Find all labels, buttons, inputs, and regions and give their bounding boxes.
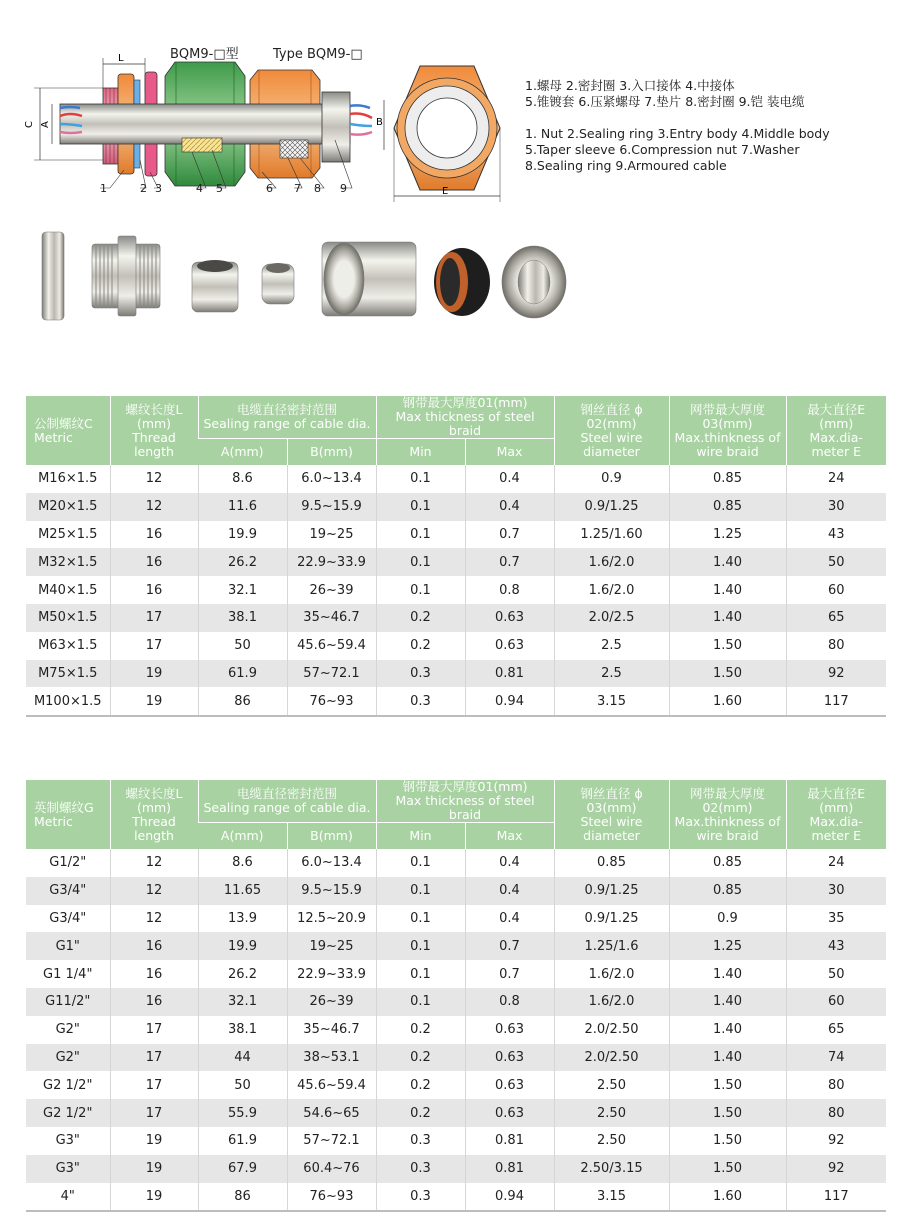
table-cell: 0.4 [465,849,554,877]
table-cell: 32.1 [198,576,287,604]
table-cell: 19 [110,1155,198,1183]
table-cell: 0.85 [669,465,786,493]
metric-thread-table [26,396,886,717]
table-cell: 17 [110,1044,198,1072]
photo-entry-body [92,236,160,316]
table-cell: 19.9 [198,932,287,960]
imperial-header-sealing: 电缆直径密封范围 Sealing range of cable dia. [198,780,376,823]
table-cell: 0.8 [465,988,554,1016]
table-cell: 0.94 [465,1183,554,1212]
table-cell: 0.7 [465,932,554,960]
table-cell: 30 [786,493,886,521]
table-cell: 2.5 [554,660,669,688]
table-cell: 9.5~15.9 [287,877,376,905]
metric-header-steel-wire: 钢丝直径 ϕ 02(mm) Steel wire diameter [554,396,669,465]
cable-gland-section-drawing [24,53,384,188]
table-cell: 117 [786,1183,886,1212]
table-cell: 0.3 [376,1127,465,1155]
table-cell: M20×1.5 [26,493,110,521]
dim-label-b: B [376,117,383,128]
imperial-header-thread: 英制螺纹G Metric [26,780,110,849]
table-cell: 0.85 [669,849,786,877]
table-cell: 1.40 [669,604,786,632]
parts-legend [525,78,830,174]
table-cell: 8.6 [198,465,287,493]
part-number-7: 7 [294,182,301,195]
dim-label-e: E [442,186,449,197]
table-cell: 45.6~59.4 [287,632,376,660]
table-row [26,988,886,1016]
imperial-header-steel-wire: 钢丝直径 ϕ 03(mm) Steel wire diameter [554,780,669,849]
table-cell: 50 [786,548,886,576]
table-cell: 0.9 [669,905,786,933]
table-cell: 92 [786,1127,886,1155]
imperial-header-min: Min [376,823,465,850]
metric-header-length: 螺纹长度L (mm) Thread length [110,396,198,465]
table-cell: G1" [26,932,110,960]
legend-cn-line-2: 5.锥镀套 6.压紧螺母 7.垫片 8.密封圈 9.铠 装电缆 [525,94,805,109]
table-cell: 12 [110,493,198,521]
dim-label-a: A [40,121,51,128]
table-cell: 74 [786,1044,886,1072]
table-cell: 60 [786,988,886,1016]
table-cell: 0.63 [465,1044,554,1072]
table-cell: 0.1 [376,932,465,960]
table-cell: 1.25 [669,521,786,549]
part-number-2: 2 [140,182,147,195]
table-row [26,493,886,521]
component-photos [42,232,566,320]
table-cell: 16 [110,960,198,988]
table-cell: 0.81 [465,660,554,688]
table-cell: 0.81 [465,1127,554,1155]
table-cell: 0.3 [376,1155,465,1183]
table-row [26,632,886,660]
part-number-6: 6 [266,182,273,195]
table-cell: 76~93 [287,687,376,716]
metric-header-steel-braid: 钢带最大厚度01(mm) Max thickness of steel braid [376,396,554,439]
table-cell: 38.1 [198,604,287,632]
table-cell: 16 [110,988,198,1016]
table-cell: 1.50 [669,1127,786,1155]
table-cell: 13.9 [198,905,287,933]
table-cell: G2 1/2" [43,1077,93,1093]
table-cell: 19 [110,1183,198,1212]
table-cell: 22.9~33.9 [287,548,376,576]
table-cell: 19 [110,687,198,716]
table-cell: 2.50 [554,1127,669,1155]
table-cell: G3" [55,1133,80,1149]
table-cell: 12 [110,877,198,905]
table-cell: 60 [786,576,886,604]
table-cell: 57~72.1 [287,1127,376,1155]
diagram-title-en: Type BQM9-□ [273,47,363,62]
table-cell: 0.8 [465,576,554,604]
table-cell: 1.60 [669,1183,786,1212]
table-cell: 80 [786,1071,886,1099]
table-row [26,905,886,933]
dim-label-c: C [24,121,35,128]
table-cell: 0.1 [376,988,465,1016]
table-cell: 4" [26,1183,110,1212]
table-cell: 50 [786,960,886,988]
table-cell: 60.4~76 [287,1155,376,1183]
photo-nut [42,232,64,320]
table-cell: 35~46.7 [287,1016,376,1044]
imperial-header-length: 螺纹长度L (mm) Thread length [110,780,198,849]
table-cell: M25×1.5 [38,526,98,542]
table-cell: 0.85 [669,877,786,905]
table-cell: 0.9/1.25 [554,877,669,905]
table-cell: 0.7 [465,960,554,988]
table-row [26,1155,886,1183]
table-cell: 0.63 [465,632,554,660]
photo-gland-nut [502,246,566,318]
table-cell: 80 [786,1099,886,1127]
table-cell: 0.4 [465,493,554,521]
table-cell: 1.40 [669,1044,786,1072]
table-cell: 1.40 [669,548,786,576]
table-cell: 11.6 [198,493,287,521]
legend-cn-line-1: 1.螺母 2.密封圈 3.入口接体 4.中接体 [525,78,735,93]
table-row [26,604,886,632]
table-cell: 0.3 [376,1183,465,1212]
table-cell: 26.2 [198,960,287,988]
table-cell: 1.50 [669,660,786,688]
product-illustration-area [0,0,900,395]
table-cell: 26~39 [287,988,376,1016]
metric-header-sealing: 电缆直径密封范围 Sealing range of cable dia. [198,396,376,439]
table-cell: 12.5~20.9 [287,905,376,933]
table-cell: 55.9 [198,1099,287,1127]
table-cell: 1.40 [669,1016,786,1044]
table-cell: 2.0/2.50 [554,1044,669,1072]
table-row [26,1099,886,1127]
metric-header-max-diameter: 最大直径E (mm) Max.dia- meter E [786,396,886,465]
table-cell: 0.4 [465,465,554,493]
table-cell: 0.7 [465,521,554,549]
table-cell: 1.40 [669,576,786,604]
table-cell: 19~25 [287,521,376,549]
table-cell: 2.0/2.5 [554,604,669,632]
table-cell: 0.63 [465,1071,554,1099]
table-cell: 67.9 [198,1155,287,1183]
table-cell: 0.1 [376,576,465,604]
table-cell: 26~39 [287,576,376,604]
table-cell: 80 [786,632,886,660]
part-number-8: 8 [314,182,321,195]
table-cell: 19~25 [287,932,376,960]
table-cell: 0.63 [465,1099,554,1127]
table-cell: 0.1 [376,465,465,493]
table-cell: 19 [110,660,198,688]
table-cell: 86 [198,1183,287,1212]
table-row [26,548,886,576]
table-cell: 0.2 [376,632,465,660]
table-cell: 12 [110,849,198,877]
hex-end-view-drawing [394,66,500,202]
table-row [26,1016,886,1044]
table-cell: 44 [198,1044,287,1072]
table-cell: 16 [110,932,198,960]
table-row [26,521,886,549]
table-cell: 24 [786,849,886,877]
legend-en-line-3: 8.Sealing ring 9.Armoured cable [525,158,727,173]
table-cell: 1.40 [669,988,786,1016]
table-row [26,849,886,877]
table-cell: M100×1.5 [26,687,110,716]
table-cell: 6.0~13.4 [287,465,376,493]
table-cell: 57~72.1 [287,660,376,688]
table-cell: 0.3 [376,687,465,716]
part-number-4: 4 [196,182,203,195]
part-number-5: 5 [216,182,223,195]
imperial-thread-table [26,780,886,1212]
table-cell: 0.1 [376,493,465,521]
table-cell: G3" [26,1155,110,1183]
table-cell: 0.1 [376,877,465,905]
table-cell: 26.2 [198,548,287,576]
table-cell: 61.9 [198,660,287,688]
table-cell: 2.50 [554,1071,669,1099]
table-cell: 12 [110,465,198,493]
table-cell: 16 [110,576,198,604]
table-cell: G2" [55,1022,80,1038]
table-cell: 24 [786,465,886,493]
table-cell: 0.63 [465,1016,554,1044]
table-cell: 6.0~13.4 [287,849,376,877]
table-cell: 0.63 [465,604,554,632]
table-cell: M75×1.5 [26,660,110,688]
metric-header-max: Max [465,439,554,466]
metric-header-b: B(mm) [287,439,376,466]
table-cell: 0.2 [376,1071,465,1099]
table-row [26,465,886,493]
table-row [26,960,886,988]
table-cell: 35 [786,905,886,933]
table-cell: M40×1.5 [38,582,98,598]
table-cell: 0.9 [554,465,669,493]
table-cell: G1/2" [49,855,87,871]
imperial-header-max-diameter: 最大直径E (mm) Max.dia- meter E [786,780,886,849]
table-cell: 35~46.7 [287,604,376,632]
table-cell: 11.65 [198,877,287,905]
photo-compression-nut [322,242,416,316]
table-cell: 0.85 [669,493,786,521]
table-cell: 0.1 [376,521,465,549]
dim-label-l: L [118,53,124,64]
table-cell: 0.85 [554,849,669,877]
table-cell: M32×1.5 [26,548,110,576]
table-row [26,687,886,716]
table-cell: 0.2 [376,1016,465,1044]
photo-middle-body [192,260,238,312]
table-cell: G3/4" [26,877,110,905]
table-cell: 43 [786,521,886,549]
table-cell: 12 [110,905,198,933]
imperial-header-steel-braid: 钢带最大厚度01(mm) Max thickness of steel braid [376,780,554,823]
part-number-3: 3 [155,182,162,195]
table-cell: 0.2 [376,1099,465,1127]
table-cell: 86 [198,687,287,716]
table-cell: 54.6~65 [287,1099,376,1127]
imperial-header-a: A(mm) [198,823,287,850]
table-cell: M16×1.5 [38,471,98,487]
table-cell: 1.6/2.0 [554,576,669,604]
table-cell: 0.7 [465,548,554,576]
table-cell: 0.81 [465,1155,554,1183]
table-cell: G2 1/2" [26,1099,110,1127]
table-cell: 0.2 [376,1044,465,1072]
table-cell: 0.3 [376,660,465,688]
table-cell: 1.25/1.6 [554,932,669,960]
table-cell: 17 [110,632,198,660]
part-number-1: 1 [100,182,107,195]
table-cell: 17 [110,1016,198,1044]
table-cell: 45.6~59.4 [287,1071,376,1099]
table-row [26,932,886,960]
table-cell: G3/4" [49,910,87,926]
imperial-table-body [26,849,886,1211]
table-cell: 0.1 [376,548,465,576]
metric-header-a: A(mm) [198,439,287,466]
table-cell: 0.9/1.25 [554,905,669,933]
table-cell: 92 [786,1155,886,1183]
table-cell: 1.50 [669,632,786,660]
table-cell: G1 1/4" [43,966,93,982]
table-cell: 0.94 [465,687,554,716]
imperial-header-wire-braid: 网带最大厚度 02(mm) Max.thinkness of wire braid [669,780,786,849]
table-cell: 16 [110,521,198,549]
table-row [26,877,886,905]
metric-header-min: Min [376,439,465,466]
table-cell: 38~53.1 [287,1044,376,1072]
table-cell: 92 [786,660,886,688]
table-cell: 1.50 [669,1155,786,1183]
table-cell: 117 [786,687,886,716]
table-cell: 8.6 [198,849,287,877]
table-cell: 2.0/2.50 [554,1016,669,1044]
table-cell: M50×1.5 [26,604,110,632]
table-cell: 3.15 [554,1183,669,1212]
table-cell: 2.50 [554,1099,669,1127]
table-cell: 0.4 [465,877,554,905]
imperial-header-max: Max [465,823,554,850]
table-cell: 61.9 [198,1127,287,1155]
table-cell: 0.1 [376,905,465,933]
table-cell: 50 [198,632,287,660]
table-row [26,1183,886,1212]
diagram-title-cn: BQM9-□型 [170,47,239,62]
table-cell: 0.9/1.25 [554,493,669,521]
table-cell: 1.25 [669,932,786,960]
legend-en-line-2: 5.Taper sleeve 6.Compression nut 7.Washer [525,142,800,157]
table-cell: 9.5~15.9 [287,493,376,521]
table-cell: 16 [110,548,198,576]
table-cell: G11/2" [26,988,110,1016]
table-cell: 0.4 [465,905,554,933]
table-cell: 1.40 [669,960,786,988]
metric-header-thread: 公制螺纹C Metric [26,396,110,465]
table-cell: 0.1 [376,960,465,988]
table-cell: M63×1.5 [38,638,98,654]
table-cell: 65 [786,604,886,632]
table-cell: 17 [110,1071,198,1099]
metric-header-wire-braid: 网带最大厚度 03(mm) Max.thinkness of wire braid [669,396,786,465]
table-cell: 1.6/2.0 [554,960,669,988]
part-number-9: 9 [340,182,347,195]
table-cell: G2" [26,1044,110,1072]
table-cell: 1.50 [669,1099,786,1127]
table-cell: 76~93 [287,1183,376,1212]
table-cell: 1.6/2.0 [554,988,669,1016]
table-row [26,576,886,604]
table-cell: 19 [110,1127,198,1155]
table-cell: 22.9~33.9 [287,960,376,988]
table-cell: 30 [786,877,886,905]
table-cell: 1.6/2.0 [554,548,669,576]
table-cell: 1.25/1.60 [554,521,669,549]
table-cell: 0.1 [376,849,465,877]
table-cell: 2.50/3.15 [554,1155,669,1183]
table-row [26,1071,886,1099]
photo-taper-sleeve [262,263,294,304]
table-row [26,660,886,688]
table-row [26,1044,886,1072]
table-cell: 2.5 [554,632,669,660]
table-cell: 1.50 [669,1071,786,1099]
metric-table-body [26,465,886,716]
table-cell: 17 [110,1099,198,1127]
table-cell: 19.9 [198,521,287,549]
table-cell: 65 [786,1016,886,1044]
imperial-header-b: B(mm) [287,823,376,850]
table-cell: 17 [110,604,198,632]
table-cell: 50 [198,1071,287,1099]
table-cell: 1.60 [669,687,786,716]
table-row [26,1127,886,1155]
photo-sealing-ring [434,248,490,316]
table-cell: 38.1 [198,1016,287,1044]
table-cell: 0.2 [376,604,465,632]
table-cell: 32.1 [198,988,287,1016]
table-cell: 43 [786,932,886,960]
legend-en-line-1: 1. Nut 2.Sealing ring 3.Entry body 4.Middle body [525,126,830,141]
table-cell: 3.15 [554,687,669,716]
